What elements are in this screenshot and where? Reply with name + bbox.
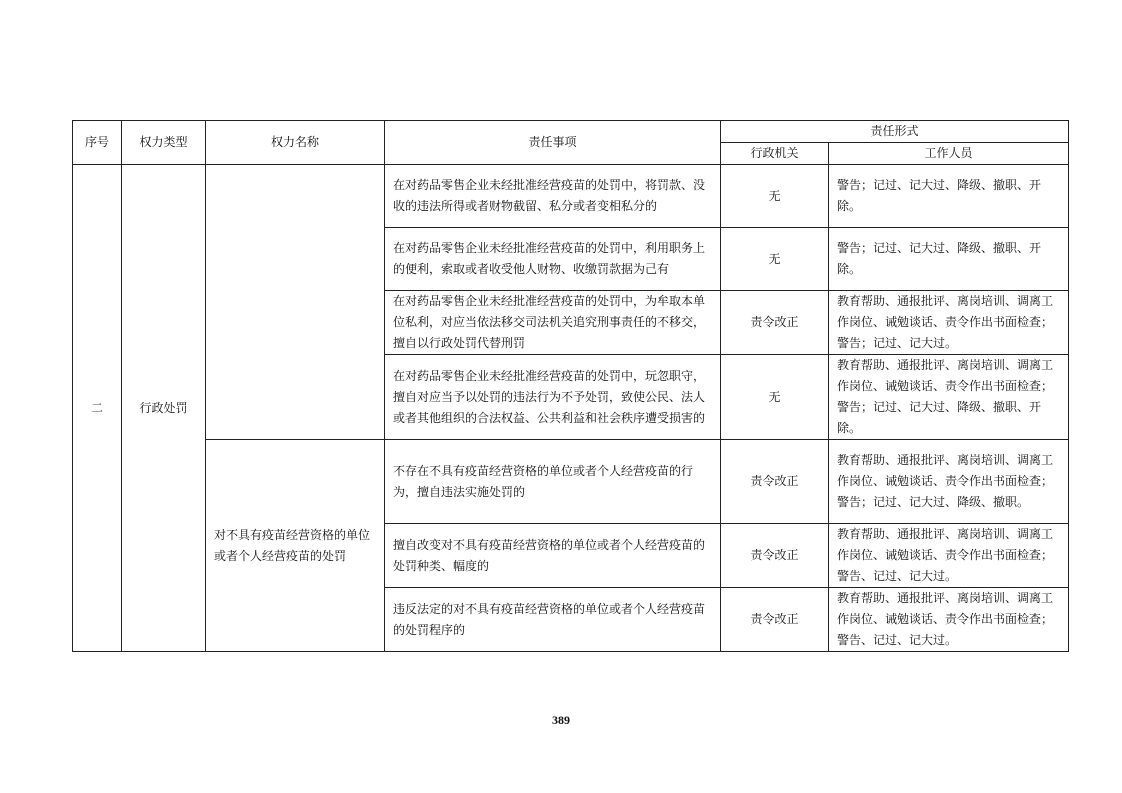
page-number: 389 [552, 713, 570, 727]
matter-cell: 擅自改变对不具有疫苗经营资格的单位或者个人经营疫苗的处罚种类、幅度的 [385, 524, 721, 588]
matter-cell: 在对药品零售企业未经批准经营疫苗的处罚中，利用职务上的便利，索取或者收受他人财物、收缴罚款据为己有 [385, 228, 721, 291]
table-row [73, 165, 1069, 228]
header-staff: 工作人员 [829, 143, 1069, 165]
power-type-cell: 行政处罚 [122, 165, 206, 652]
matter-cell: 不存在不具有疫苗经营资格的单位或者个人经营疫苗的行为，擅自违法实施处罚的 [385, 440, 721, 524]
staff-cell: 警告；记过、记大过、降级、撤职、开除。 [829, 165, 1069, 228]
organ-cell: 无 [721, 165, 829, 228]
responsibility-table [72, 120, 1069, 652]
staff-cell: 教育帮助、通报批评、离岗培训、调离工作岗位、诫勉谈话、责令作出书面检查；警告；记过、记大过、降级、撤职、开除。 [829, 355, 1069, 440]
power-name-cell-2: 对不具有疫苗经营资格的单位或者个人经营疫苗的处罚 [206, 440, 385, 652]
header-power-type: 权力类型 [122, 121, 206, 165]
staff-cell: 教育帮助、通报批评、离岗培训、调离工作岗位、诫勉谈话、责令作出书面检查；警告；记过、记大过、降级、撤职。 [829, 440, 1069, 524]
organ-cell: 责令改正 [721, 524, 829, 588]
matter-cell: 违反法定的对不具有疫苗经营资格的单位或者个人经营疫苗的处罚程序的 [385, 588, 721, 652]
staff-cell: 教育帮助、通报批评、离岗培训、调离工作岗位、诫勉谈话、责令作出书面检查；警告、记过、记大过。 [829, 588, 1069, 652]
header-seq: 序号 [73, 121, 122, 165]
header-admin-organ: 行政机关 [721, 143, 829, 165]
organ-cell: 无 [721, 355, 829, 440]
staff-cell: 教育帮助、通报批评、离岗培训、调离工作岗位、诫勉谈话、责令作出书面检查；警告、记过、记大过。 [829, 524, 1069, 588]
header-responsibility-form: 责任形式 [721, 121, 1069, 143]
organ-cell: 无 [721, 228, 829, 291]
staff-cell: 教育帮助、通报批评、离岗培训、调离工作岗位、诫勉谈话、责令作出书面检查；警告；记过、记大过。 [829, 291, 1069, 355]
table-row [73, 440, 1069, 524]
header-responsibility-matter: 责任事项 [385, 121, 721, 165]
matter-cell: 在对药品零售企业未经批准经营疫苗的处罚中，将罚款、没收的违法所得或者财物截留、私分或者变相私分的 [385, 165, 721, 228]
seq-cell: 二 [73, 165, 122, 652]
matter-cell: 在对药品零售企业未经批准经营疫苗的处罚中，玩忽职守，擅自对应当予以处罚的违法行为不予处罚，致使公民、法人或者其他组织的合法权益、公共利益和社会秩序遭受损害的 [385, 355, 721, 440]
organ-cell: 责令改正 [721, 588, 829, 652]
header-power-name: 权力名称 [206, 121, 385, 165]
organ-cell: 责令改正 [721, 440, 829, 524]
matter-cell: 在对药品零售企业未经批准经营疫苗的处罚中，为牟取本单位私利，对应当依法移交司法机关追究刑事责任的不移交，擅自以行政处罚代替刑罚 [385, 291, 721, 355]
organ-cell: 责令改正 [721, 291, 829, 355]
header-row-1 [73, 121, 1069, 143]
staff-cell: 警告；记过、记大过、降级、撤职、开除。 [829, 228, 1069, 291]
power-name-cell-1 [206, 165, 385, 440]
